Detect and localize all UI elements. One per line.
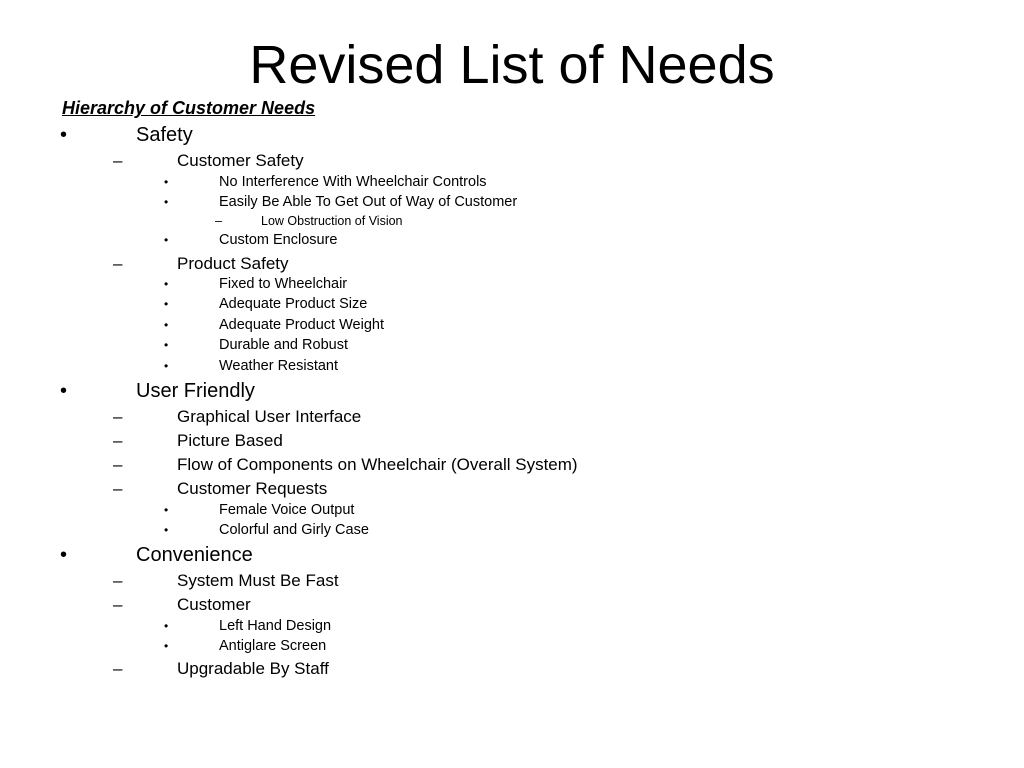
outline-item-text: Custom Enclosure bbox=[219, 232, 338, 248]
outline-item-text: Upgradable By Staff bbox=[177, 659, 329, 678]
dash-marker: – bbox=[113, 407, 123, 426]
bullet-marker: • bbox=[164, 338, 169, 352]
bullet-marker: • bbox=[60, 124, 68, 146]
dash-marker: – bbox=[113, 659, 123, 678]
dash-marker: – bbox=[113, 595, 123, 614]
bullet-marker: • bbox=[164, 277, 169, 291]
dash-marker: – bbox=[113, 479, 123, 498]
dash-marker: – bbox=[113, 254, 123, 273]
bullet-marker: • bbox=[164, 619, 169, 633]
dash-marker: – bbox=[113, 151, 123, 170]
dash-marker: – bbox=[215, 214, 222, 228]
outline-item-text: Customer Requests bbox=[177, 479, 328, 498]
outline-item-text: Picture Based bbox=[177, 431, 283, 450]
outline-item-text: Female Voice Output bbox=[219, 502, 355, 518]
bullet-marker: • bbox=[60, 544, 68, 566]
dash-marker: – bbox=[113, 455, 123, 474]
bullet-marker: • bbox=[164, 297, 169, 311]
outline-item-text: Adequate Product Size bbox=[219, 296, 368, 312]
outline-item-text: Easily Be Able To Get Out of Way of Customer bbox=[219, 194, 518, 210]
dash-marker: – bbox=[113, 571, 123, 590]
outline-item-text: Antiglare Screen bbox=[219, 638, 327, 654]
outline-item-text: Safety bbox=[136, 124, 193, 146]
outline-item-text: Flow of Components on Wheelchair (Overall System) bbox=[177, 455, 578, 474]
bullet-marker: • bbox=[164, 318, 169, 332]
bullet-marker: • bbox=[164, 639, 169, 653]
outline-item-text: Weather Resistant bbox=[219, 358, 339, 374]
bullet-marker: • bbox=[164, 503, 169, 517]
section-heading: Hierarchy of Customer Needs bbox=[62, 98, 316, 118]
outline-item-text: Customer bbox=[177, 595, 251, 614]
outline-item-text: Adequate Product Weight bbox=[219, 317, 384, 333]
bullet-marker: • bbox=[164, 359, 169, 373]
outline-item-text: Durable and Robust bbox=[219, 337, 348, 353]
outline-item-text: Customer Safety bbox=[177, 151, 304, 170]
outline-item-text: Convenience bbox=[136, 544, 253, 566]
outline-item-text: Graphical User Interface bbox=[177, 407, 362, 426]
outline-item-text: No Interference With Wheelchair Controls bbox=[219, 174, 487, 190]
bullet-marker: • bbox=[60, 380, 68, 402]
bullet-marker: • bbox=[164, 523, 169, 537]
outline-item-text: Colorful and Girly Case bbox=[219, 522, 369, 538]
outline-item-text: Left Hand Design bbox=[219, 618, 332, 634]
dash-marker: – bbox=[113, 431, 123, 450]
slide-title: Revised List of Needs bbox=[249, 35, 775, 95]
bullet-marker: • bbox=[164, 233, 169, 247]
outline-item-text: Product Safety bbox=[177, 254, 289, 273]
outline-item-text: Low Obstruction of Vision bbox=[261, 214, 403, 228]
bullet-marker: • bbox=[164, 175, 169, 189]
outline-item-text: User Friendly bbox=[136, 380, 255, 402]
outline-item-text: Fixed to Wheelchair bbox=[219, 276, 348, 292]
outline-item-text: System Must Be Fast bbox=[177, 571, 339, 590]
bullet-marker: • bbox=[164, 195, 169, 209]
